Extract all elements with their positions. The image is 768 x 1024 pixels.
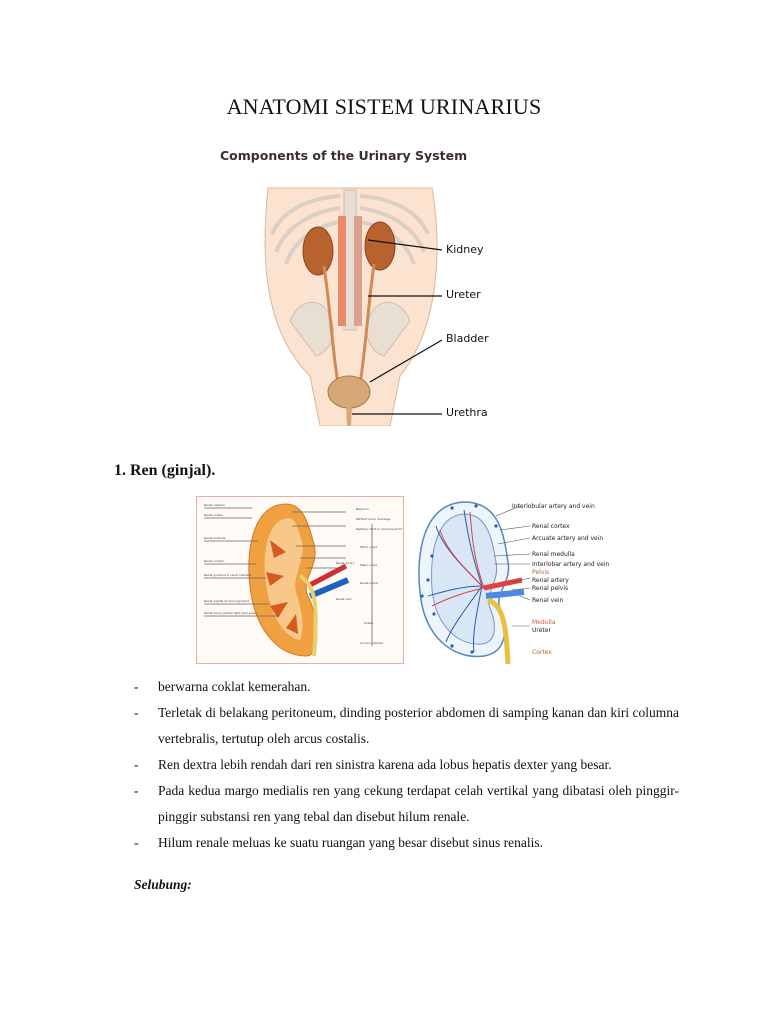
label-ureter-right: Ureter xyxy=(532,627,551,634)
label-renal-cortex: Renal cortex xyxy=(204,513,223,517)
list-item xyxy=(134,830,679,856)
bullet-marker: - xyxy=(134,835,139,850)
label-kidney: Kidney xyxy=(446,243,484,256)
label-renal-papilla: Renal papilla of renal pyramid xyxy=(204,599,250,603)
urinary-system-figure xyxy=(220,146,510,426)
label-renal-artery-right: Renal artery xyxy=(532,577,569,584)
label-renal-pyramid: Renal pyramid in renal medulla xyxy=(204,573,251,577)
label-ureter: Ureter xyxy=(364,621,374,625)
label-minor-calyx: Minor calyx xyxy=(360,545,378,549)
label-renal-medulla-right: Renal medulla xyxy=(532,551,575,558)
label-renal-column: Renal column xyxy=(204,559,225,563)
label-renal-vein-right: Renal vein xyxy=(532,597,564,604)
bullet-text: Hilum renale meluas ke suatu ruangan yang besar disebut sinus renalis. xyxy=(158,835,544,850)
label-nephron: Nephron xyxy=(356,507,369,511)
label-major-calyx: Major calyx xyxy=(360,563,378,567)
bullet-text: Ren dextra lebih rendah dari ren sinistra karena ada lobus hepatis dexter yang besar. xyxy=(158,757,612,772)
list-item xyxy=(134,752,679,778)
kidney-section-figure xyxy=(196,496,404,664)
bullet-marker: - xyxy=(134,757,139,772)
label-renal-cortex-right: Renal cortex xyxy=(532,523,570,530)
label-renal-pelvis-right: Renal pelvis xyxy=(532,585,569,592)
label-renal-vein: Renal vein xyxy=(336,597,352,601)
bullet-text: Pada kedua margo medialis ren yang cekung terdapat celah vertikal yang dibatasi oleh pinggir-pinggir substansi ren yang tebal dan disebut hilum renale. xyxy=(158,783,679,824)
bullet-list xyxy=(134,674,679,856)
label-renal-sinus: Renal sinus (yellow-light pink area) xyxy=(204,611,257,615)
kidney-section-illustration xyxy=(196,496,404,664)
label-renal-capsule: Renal capsule xyxy=(204,503,225,507)
label-medulla: Medulla xyxy=(532,619,556,626)
subheading: Selubung: xyxy=(134,877,192,892)
bullet-marker: - xyxy=(134,705,139,720)
label-urethra: Urethra xyxy=(446,406,488,419)
section-heading: 1. Ren (ginjal). xyxy=(114,462,216,479)
bullet-text: berwarna coklat kemerahan. xyxy=(158,679,311,694)
label-renal-medulla: Renal medulla xyxy=(204,536,226,540)
list-item xyxy=(134,674,679,700)
bullet-text: Terletak di belakang peritoneum, dinding posterior abdomen di samping kanan dan kiri columna vertebralis, tertutup oleh arcus costalis. xyxy=(158,705,679,746)
list-item xyxy=(134,700,679,752)
label-papillary-duct: Papillary duct in renal pyramid xyxy=(356,527,402,531)
label-renal-artery: Renal artery xyxy=(336,561,355,565)
label-interlobar-artery-vein: Interlobar artery and vein xyxy=(532,561,610,568)
kidney-vasculature-illustration xyxy=(412,496,622,666)
label-bladder: Bladder xyxy=(446,332,489,345)
label-urinary-bladder: Urinary bladder xyxy=(360,641,384,645)
label-arcuate-artery-vein: Arcuate artery and vein xyxy=(532,535,604,542)
list-item xyxy=(134,778,679,830)
label-renal-pelvis: Renal pelvis xyxy=(360,581,379,585)
kidney-vasculature-figure xyxy=(412,496,622,666)
urinary-system-illustration xyxy=(220,146,510,426)
page-title: ANATOMI SISTEM URINARIUS xyxy=(226,94,542,119)
label-cortex: Cortex xyxy=(532,649,552,656)
bullet-marker: - xyxy=(134,679,139,694)
figure-title: Components of the Urinary System xyxy=(220,148,468,163)
label-interlobular-artery-vein: Interlobular artery and vein xyxy=(512,503,595,510)
label-pelvis: Pelvis xyxy=(532,569,550,576)
label-path-urine: Pathoof urine drainage xyxy=(356,517,391,521)
label-ureter: Ureter xyxy=(446,288,481,301)
bullet-marker: - xyxy=(134,783,139,798)
